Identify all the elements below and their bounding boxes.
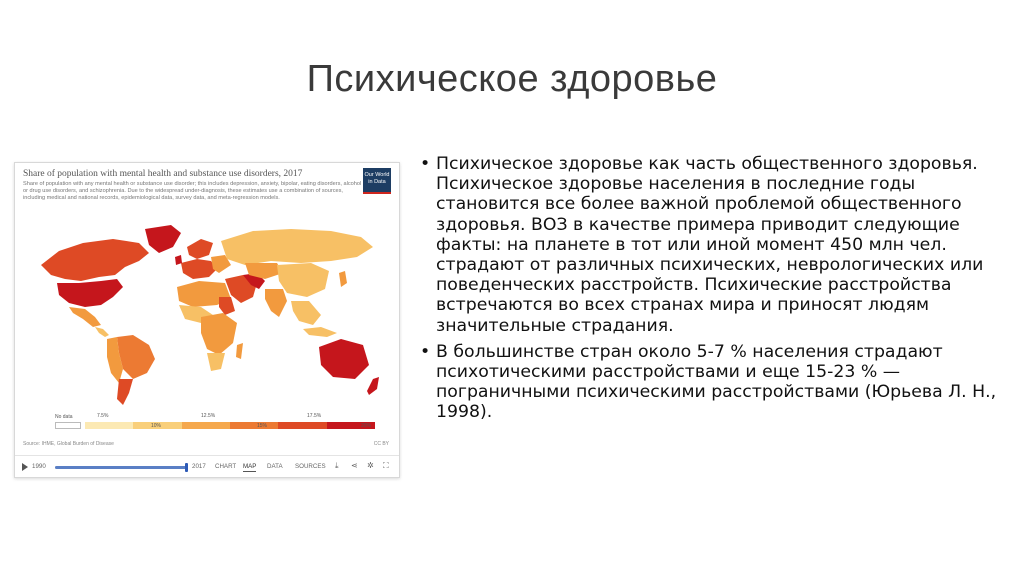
map-region-central-america[interactable] (95, 327, 109, 337)
bullet-item (420, 342, 1000, 423)
map-region-usa[interactable] (57, 279, 123, 307)
bullet-marker: • (420, 154, 431, 174)
legend-tick: 12.5% (201, 413, 216, 419)
legend-color-scale (85, 422, 375, 429)
slide-title: Психическое здоровье (306, 58, 718, 100)
map-region-canada[interactable] (41, 239, 149, 281)
legend-tick: 17.5% (307, 413, 322, 419)
legend-tick: 15% (257, 423, 268, 429)
tab-sources[interactable]: SOURCES (295, 463, 326, 470)
map-region-africa-central[interactable] (201, 313, 237, 355)
legend-no-data-label: No data (55, 414, 73, 420)
map-region-new-zealand[interactable] (367, 377, 379, 395)
map-region-argentina[interactable] (117, 379, 133, 405)
chart-title: Share of population with mental health and substance use disorders, 2017 (23, 169, 303, 179)
timeline-fill (55, 466, 187, 469)
map-region-madagascar[interactable] (236, 343, 243, 359)
map-region-southeast-asia[interactable] (291, 301, 321, 325)
map-region-greenland[interactable] (145, 225, 181, 253)
legend-tick: 20% (361, 423, 372, 429)
map-region-europe-west[interactable] (181, 259, 217, 279)
tab-data[interactable]: DATA (267, 463, 283, 470)
chart-controls (15, 455, 399, 477)
legend-bin[interactable] (182, 422, 230, 429)
bullet-text: В большинстве стран около 5-7 % населения страдают психотическими расстройствами и еще 15-23 % — пограничными психическими расстройствами (Юрьева Л. Н., 1998). (436, 341, 997, 423)
download-icon[interactable]: ⤓ (335, 461, 339, 470)
play-icon[interactable] (22, 463, 28, 471)
map-region-india[interactable] (265, 289, 287, 317)
tab-chart[interactable]: CHART (215, 463, 237, 470)
chart-card (14, 162, 400, 478)
legend-tick: 10% (151, 423, 162, 429)
legend-no-data-swatch (55, 422, 81, 429)
map-region-mexico[interactable] (69, 307, 101, 327)
owid-logo[interactable]: Our World in Data (363, 168, 391, 194)
map-region-south-africa[interactable] (207, 353, 225, 371)
legend-tick: 7.5% (97, 413, 109, 419)
chart-subtitle: Share of population with any mental health or substance use disorder; this includes depression, anxiety, bipolar, eating disorders, alcohol or drug use disorders, and schizophrenia. Due to the widespread under-diagnosis, these estimates use a combination of sources, including medical and national records, epidemiological data, survey data, and meta-regression models. (23, 181, 362, 201)
map-region-brazil[interactable] (117, 335, 155, 379)
map-region-australia[interactable] (319, 339, 369, 379)
map-region-russia[interactable] (221, 229, 373, 265)
tab-map[interactable]: MAP (243, 463, 257, 470)
bullet-text: Психическое здоровье как часть общественного здоровья. Психическое здоровье населения в последние годы становится все более важной проблемой общественного здоровья. ВОЗ в качестве примера приводит следующие факты: на планете в тот или иной момент 450 млн чел. страдают от различных психических, неврологических или поведенческих расстройств. Психические расстройства встречаются во всех странах мира и приносят людям значительные страдания. (436, 154, 984, 336)
settings-icon[interactable]: ✲ (367, 461, 374, 470)
legend-bin[interactable] (278, 422, 326, 429)
fullscreen-icon[interactable]: ⛶ (383, 461, 389, 470)
bullet-list (420, 154, 1000, 429)
map-region-japan[interactable] (339, 271, 347, 287)
share-icon[interactable]: ⋖ (351, 461, 358, 470)
timeline-slider[interactable] (55, 466, 187, 469)
map-region-china[interactable] (277, 263, 329, 297)
timeline-end-year: 2017 (192, 463, 206, 470)
legend-bin[interactable] (85, 422, 133, 429)
legend-bin[interactable] (230, 422, 278, 429)
map-region-sudan[interactable] (219, 297, 235, 315)
map-region-uk[interactable] (175, 255, 182, 265)
world-map[interactable] (21, 213, 393, 407)
map-region-indonesia[interactable] (303, 327, 337, 337)
timeline-handle[interactable] (185, 463, 188, 472)
timeline-start-year: 1990 (32, 463, 46, 470)
map-region-europe-north[interactable] (187, 239, 213, 259)
chart-source: Source: IHME, Global Burden of Disease (23, 441, 114, 447)
map-legend (55, 409, 375, 435)
chart-license[interactable]: CC BY (373, 441, 389, 447)
bullet-marker: • (420, 341, 431, 362)
bullet-item (420, 154, 1000, 336)
